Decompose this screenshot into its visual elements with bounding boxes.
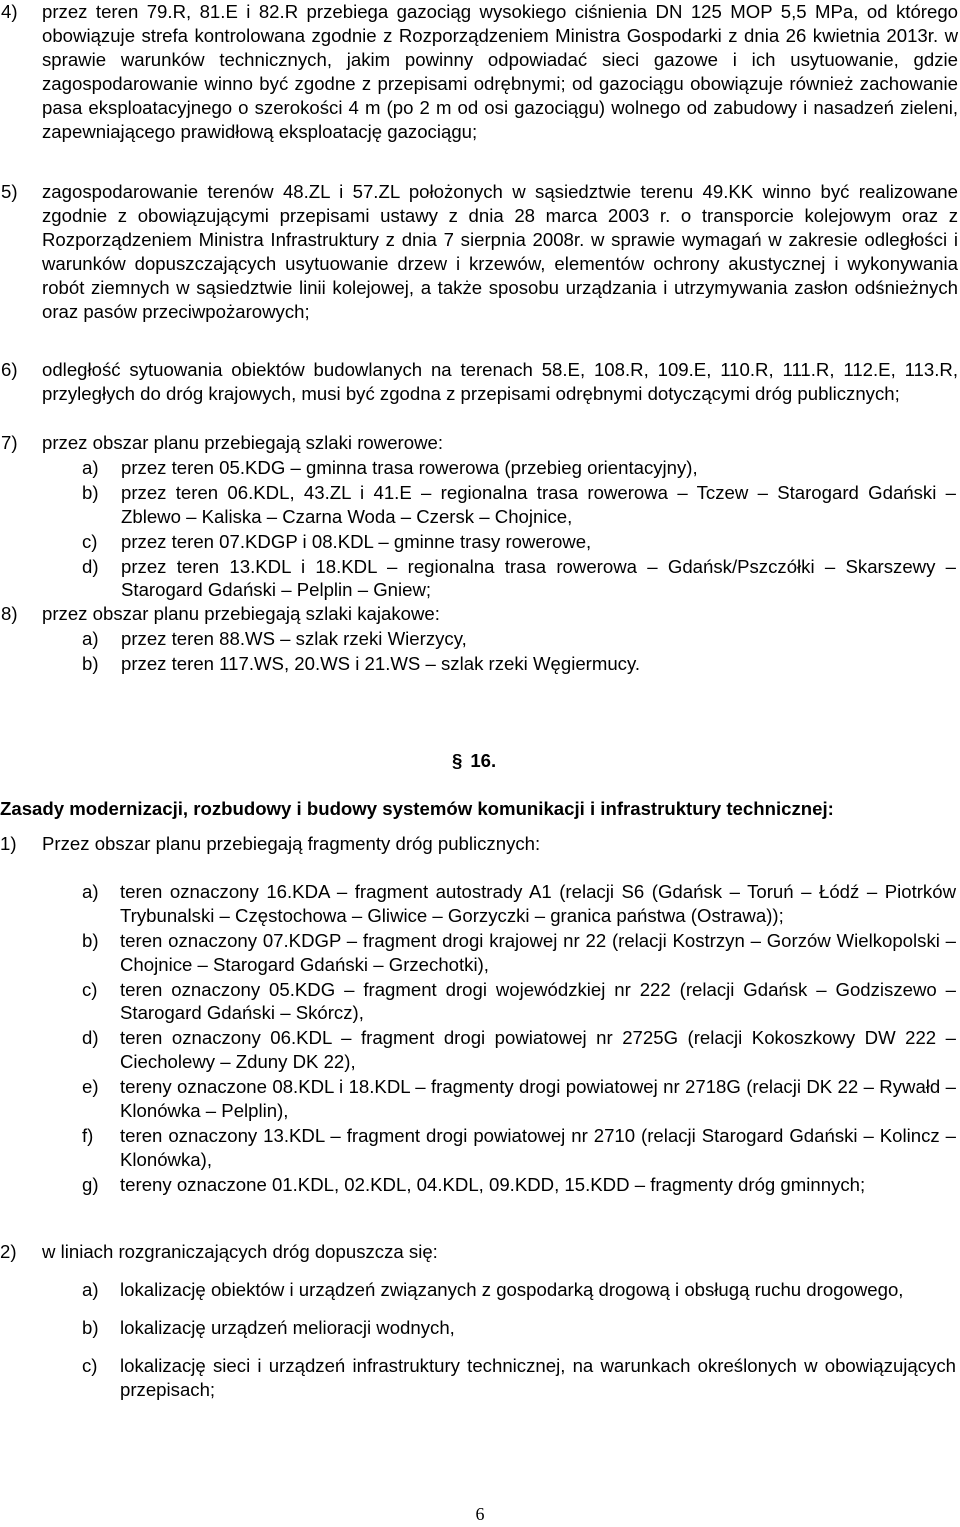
sub-item [82,530,960,554]
list-text: przez obszar planu przebiegają szlaki rowerowe: [42,432,444,453]
sub-text: przez teren 88.WS – szlak rzeki Wierzycy, [121,627,467,649]
sub-label: d) [82,1027,99,1049]
section-number-text: 16. [470,750,497,771]
list-text: zagospodarowanie terenów 48.ZL i 57.ZL położonych w sąsiedztwie terenu 49.KK winno być realizowane zgodnie z obowiązującymi przepisami ustawy z dnia 28 marca 2003 r. o transporcie kolejowym oraz z Rozporządzeniem Ministra Infrastruktury z dnia 7 sierpnia 2008r. w sprawie wymagań w zakresie odległości i warunków dopuszczających usytuowanie drzew i krzewów, elementów ochrony akustycznej i wykonywania robót ziemnych w sąsiedztwie linii kolejowej, a także sposobu urządzania i utrzymywania zasłon odśnieżnych oraz pasów przeciwpożarowych; [42,181,958,322]
sub-item [82,555,960,603]
sub-text: teren oznaczony 07.KDGP – fragment drogi krajowej nr 22 (relacji Kostrzyn – Gorzów Wielkopolski – Chojnice – Starogard Gdański – Grzechotki), [120,929,956,975]
list-number: 2) [0,1241,17,1262]
sub-item [82,929,960,977]
sub-text: tereny oznaczone 01.KDL, 02.KDL, 04.KDL, 09.KDD, 15.KDD – fragmenty dróg gminnych; [120,1173,866,1195]
sub-text: lokalizację urządzeń melioracji wodnych, [120,1316,455,1338]
sub-text: teren oznaczony 06.KDL – fragment drogi powiatowej nr 2725G (relacji Kokoszkowy DW 222 – Ciecholewy – Zduny DK 22), [120,1027,956,1073]
sub-label: a) [82,1278,99,1300]
sub-text: przez teren 05.KDG – gminna trasa rowerowa (przebieg orientacyjny), [121,456,698,478]
list-item-6 [0,358,960,406]
list-number: 8) [1,603,18,624]
sub-label: a) [82,627,99,649]
list-number: 4) [1,1,18,22]
sub-text: teren oznaczony 13.KDL – fragment drogi powiatowej nr 2710 (relacji Starogard Gdański – Kolincz – Klonówka), [120,1124,956,1170]
sub-item [82,456,960,480]
sub-label: b) [82,929,99,951]
list-number: 5) [1,181,18,202]
sub-label: b) [82,481,99,503]
page-number: 6 [475,1504,485,1524]
section-heading: Zasady modernizacji, rozbudowy i budowy systemów komunikacji i infrastruktury technicznej: [0,798,834,819]
sub-label: a) [82,880,99,902]
list-text: odległość sytuowania obiektów budowlanych na terenach 58.E, 108.R, 109.E, 110.R, 111.R, 112.E, 113.R, przyległych do dróg krajowych, musi być zgodna z przepisami odrębnymi dotyczącymi dróg publicznych; [42,359,958,404]
sub-text: przez teren 07.KDGP i 08.KDL – gminne trasy rowerowe, [121,530,592,552]
sub-label: e) [82,1076,99,1098]
sub-item [82,652,960,676]
sub-label: f) [82,1124,94,1146]
sub-label: d) [82,555,99,577]
sub-text: przez teren 117.WS, 20.WS i 21.WS – szlak rzeki Węgiermucy. [121,652,641,674]
sub-text: teren oznaczony 05.KDG – fragment drogi wojewódzkiej nr 222 (relacji Gdańsk – Godziszewo – Starogard Gdański – Skórcz), [120,978,956,1024]
list-item-7 [0,431,960,602]
list-item-8 [0,602,960,676]
list-item-4 [0,0,960,143]
section-symbol: § [452,750,463,771]
sub-text: przez teren 06.KDL, 43.ZL i 41.E – regionalna trasa rowerowa – Tczew – Starogard Gdański – Zblewo – Kaliska – Czarna Woda – Czersk – Chojnice, [121,481,956,527]
list-number: 6) [1,359,18,380]
sub-text: przez teren 13.KDL i 18.KDL – regionalna trasa rowerowa – Gdańsk/Pszczółki – Skarszewy – Starogard Gdański – Pelplin – Gniew; [121,555,956,601]
list-item-5 [0,180,960,323]
section-number [452,749,512,773]
sub-item [82,1026,960,1074]
sub-text: teren oznaczony 16.KDA – fragment autostrady A1 (relacji S6 (Gdańsk – Toruń – Łódź – Piotrków Trybunalski – Częstochowa – Gliwice – Gorzyczki – granica państwa (Ostrawa)); [120,880,956,926]
list-number: 7) [1,432,18,453]
sub-item [82,481,960,529]
sub-item [82,1173,960,1197]
section-item-2 [0,1240,960,1402]
sub-item [82,627,960,651]
list-number: 1) [0,833,17,854]
sub-text: lokalizację sieci i urządzeń infrastruktury technicznej, na warunkach określonych w obowiązujących przepisach; [120,1354,956,1400]
sub-text: tereny oznaczone 08.KDL i 18.KDL – fragmenty drogi powiatowej nr 2718G (relacji DK 22 – Rywałd – Klonówka – Pelplin), [120,1076,956,1122]
sub-item [82,1124,960,1172]
sub-label: b) [82,652,99,674]
sub-item [82,1278,960,1302]
section-item-1 [0,832,960,1197]
list-text: przez teren 79.R, 81.E i 82.R przebiega gazociąg wysokiego ciśnienia DN 125 MOP 5,5 MPa, od którego obowiązuje strefa kontrolowana zgodnie z Rozporządzeniem Ministra Gospodarki z dnia 26 kwietnia 2013r. w sprawie warunków technicznych, jakim powinny odpowiadać sieci gazowe i ich usytuowanie, gdzie zagospodarowanie winno być zgodne z przepisami odrębnymi; od gazociągu obowiązuje również zachowanie pasa eksploatacyjnego o szerokości 4 m (po 2 m od osi gazociągu) wolnego od zabudowy i nasadzeń zieleni, zapewniającego prawidłową eksploatację gazociągu; [42,1,958,142]
list-text: w liniach rozgraniczających dróg dopuszcza się: [42,1241,438,1262]
sub-item [82,1354,960,1402]
list-text: Przez obszar planu przebiegają fragmenty dróg publicznych: [42,833,541,854]
sub-text: lokalizację obiektów i urządzeń związanych z gospodarką drogową i obsługą ruchu drogowego, [120,1278,904,1300]
sub-label: a) [82,456,99,478]
list-text: przez obszar planu przebiegają szlaki kajakowe: [42,603,440,624]
sub-label: c) [82,1354,98,1376]
sub-label: c) [82,530,98,552]
sub-label: b) [82,1316,99,1338]
sub-item [82,978,960,1026]
sub-item [82,1075,960,1123]
sub-label: c) [82,978,98,1000]
sub-item [82,1316,960,1340]
sub-label: g) [82,1173,99,1195]
sub-item [82,880,960,928]
